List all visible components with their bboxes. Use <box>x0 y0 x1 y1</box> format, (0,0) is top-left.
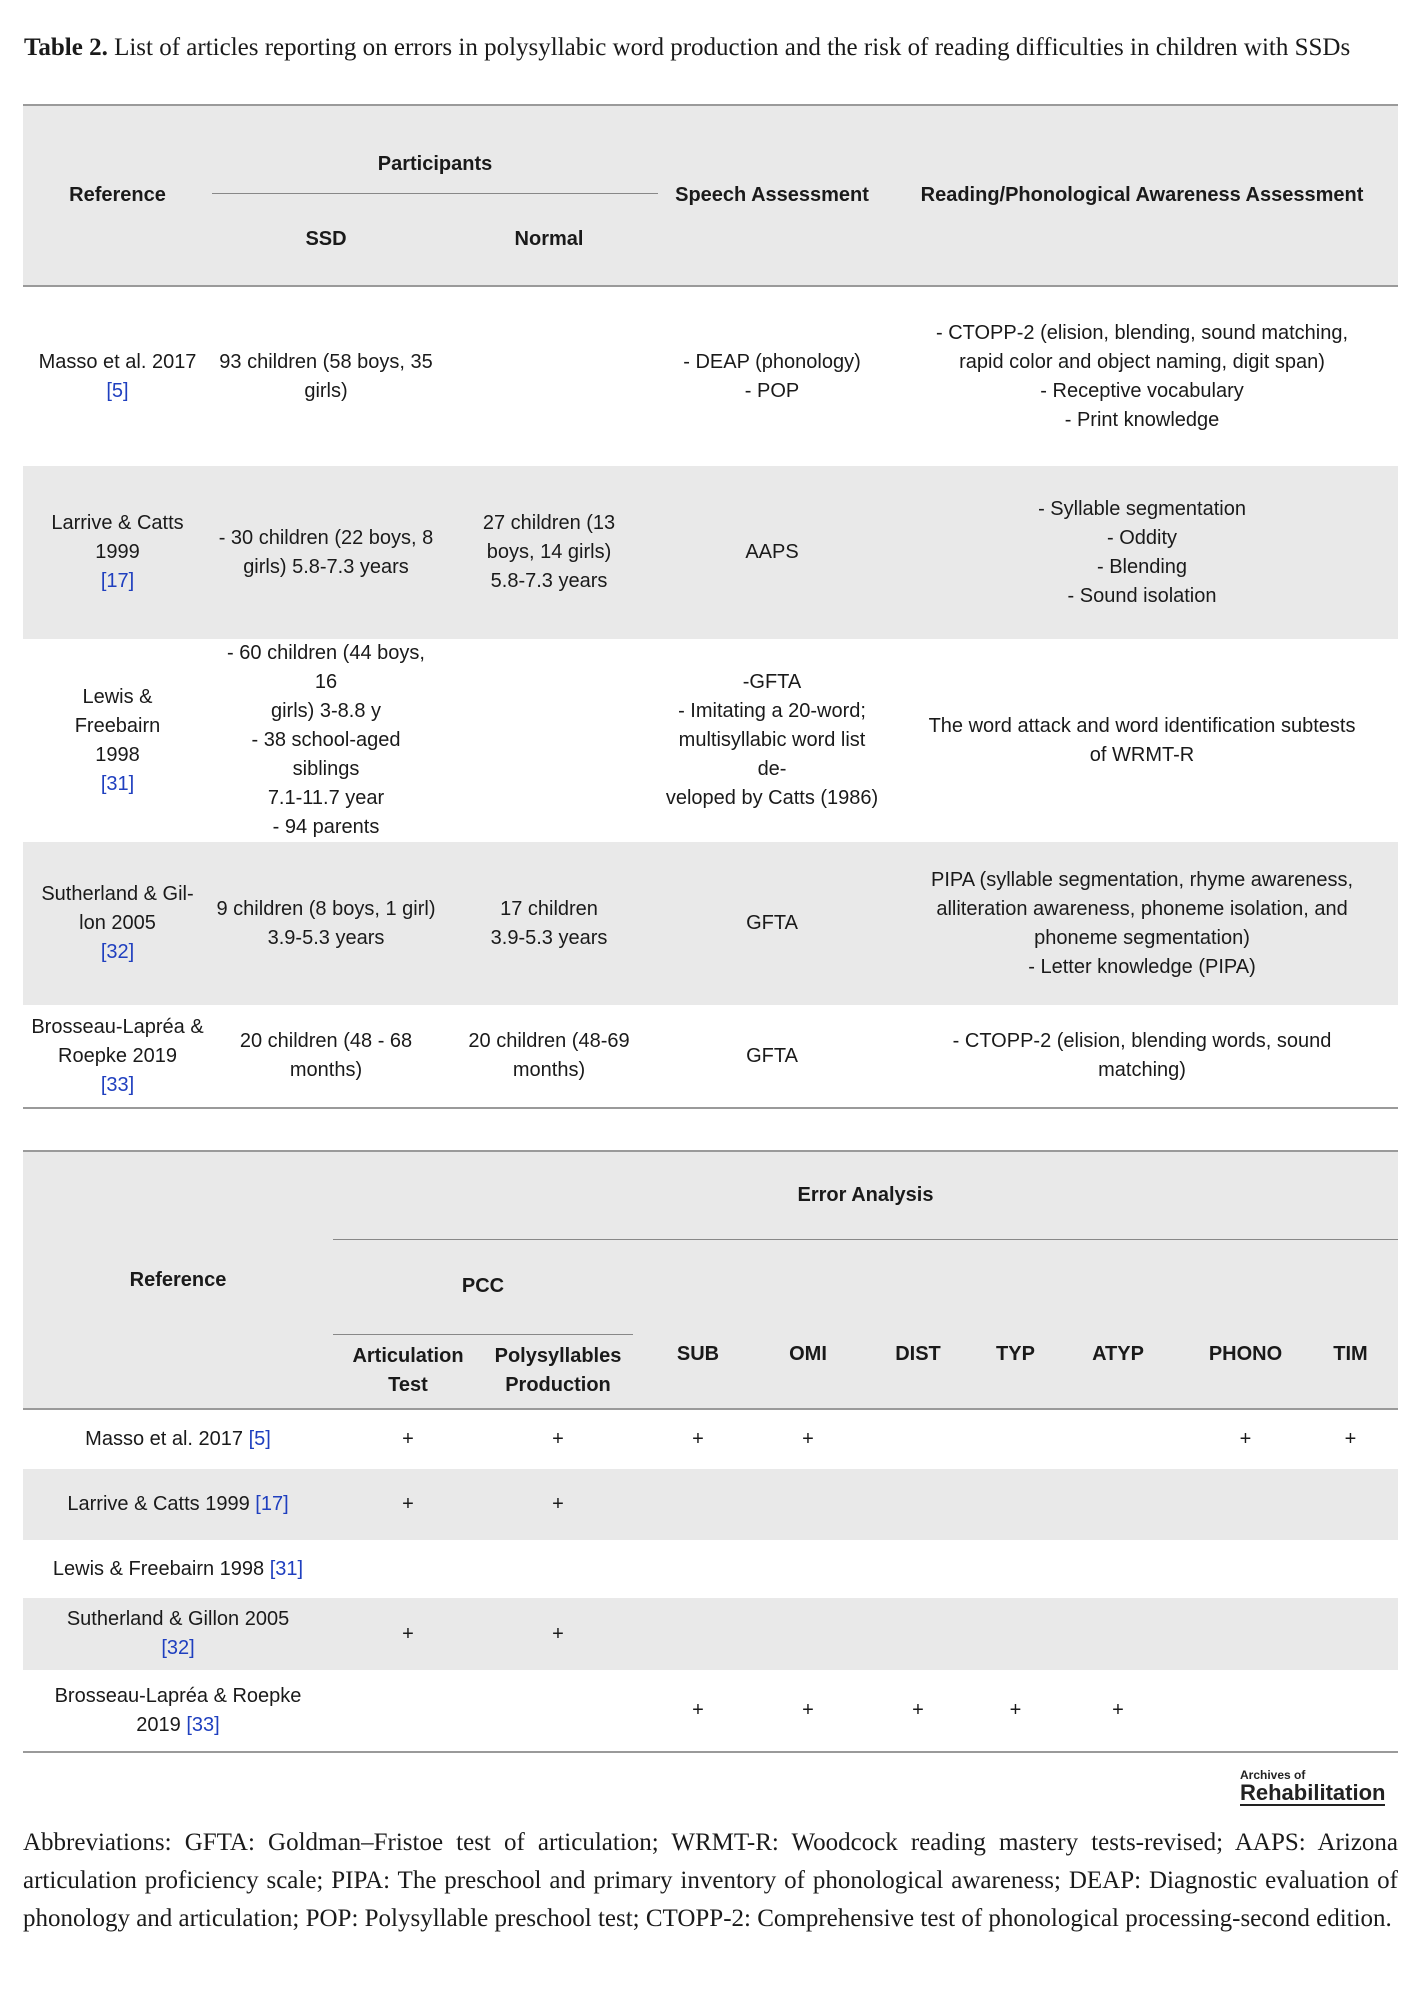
cell-mark: + <box>552 1428 564 1450</box>
cell-mark: + <box>802 1699 814 1721</box>
citation-link[interactable]: [32] <box>161 1637 195 1659</box>
cell-mark <box>1188 1670 1303 1752</box>
cell-mark <box>763 1540 853 1598</box>
citation-link[interactable]: [31] <box>269 1557 304 1580</box>
citation-link[interactable]: [31] <box>100 772 135 795</box>
cell-reference <box>23 1670 333 1752</box>
cell-mark <box>853 1409 983 1469</box>
cell-mark <box>483 1670 633 1752</box>
cell-reading <box>886 842 1398 1005</box>
logo-big-text: Rehabilitation <box>1240 1780 1386 1805</box>
normal-line: months) <box>512 1059 586 1081</box>
header-participants: Participants <box>377 152 493 175</box>
cell-mark <box>1188 1598 1303 1670</box>
cell-mark: + <box>402 1428 414 1450</box>
t2-header-omi: OMI <box>789 1342 827 1365</box>
cell-mark <box>853 1598 983 1670</box>
caption-text: List of articles reporting on errors in polysyllabic word production and the risk of reading difficulties in children with SSDs <box>107 34 1351 61</box>
ssd-line: 20 children (48 - 68 <box>239 1030 413 1052</box>
cell-mark: + <box>1112 1699 1124 1721</box>
cell-speech <box>658 1005 886 1108</box>
cell-reference <box>23 466 212 639</box>
cell-mark <box>853 1469 983 1540</box>
reference-text: Freebairn <box>74 714 161 737</box>
reference-text: 1998 <box>95 743 140 766</box>
reference-text: Larrive & Catts 1999 <box>67 1493 250 1515</box>
cell-reading <box>886 286 1398 466</box>
ssd-line: 9 children (8 boys, 1 girl) <box>216 897 436 920</box>
reference-text: Roepke 2019 <box>58 1044 177 1067</box>
cell-mark <box>483 1540 633 1598</box>
citation-link[interactable]: [33] <box>100 1073 135 1096</box>
journal-logo <box>1240 1768 1385 1806</box>
cell-mark <box>983 1598 1048 1670</box>
t2-header-pcc: PCC <box>333 1239 633 1334</box>
ssd-line: girls) <box>304 379 348 402</box>
ssd-line: - 38 school-aged siblings <box>251 729 401 780</box>
reading-line: PIPA (syllable segmentation, rhyme awareness, <box>930 868 1354 891</box>
t2-header-typ: TYP <box>996 1342 1035 1365</box>
reading-line: - Sound isolation <box>1067 584 1217 607</box>
ssd-line: - 60 children (44 boys, 16 <box>227 642 425 693</box>
ssd-line: - 94 parents <box>272 816 380 838</box>
speech-line: veloped by Catts (1986) <box>665 787 879 809</box>
cell-reference <box>23 842 212 1005</box>
table-row <box>23 1670 1398 1752</box>
reading-line: alliteration awareness, phoneme isolation, and <box>936 897 1348 920</box>
reference-text: 2019 <box>136 1713 181 1736</box>
ssd-line: months) <box>289 1059 363 1081</box>
citation-link[interactable]: [32] <box>100 941 135 963</box>
reference-text: lon 2005 <box>79 912 156 934</box>
cell-normal <box>440 1005 658 1108</box>
cell-reading <box>886 1005 1398 1108</box>
cell-reference <box>23 1005 212 1108</box>
ssd-line: girls) 5.8-7.3 years <box>243 555 409 578</box>
reference-text: Masso et al. 2017 <box>85 1428 244 1450</box>
cell-reading <box>886 466 1398 639</box>
table-row <box>23 1005 1398 1108</box>
reading-line: rapid color and object naming, digit span) <box>959 350 1325 373</box>
cell-mark <box>1188 1540 1303 1598</box>
cell-ssd <box>212 842 440 1005</box>
cell-mark <box>1048 1540 1188 1598</box>
citation-link[interactable]: [33] <box>186 1713 220 1736</box>
normal-line: boys, 14 girls) <box>486 541 612 563</box>
cell-mark <box>853 1540 983 1598</box>
cell-reference <box>23 1540 333 1598</box>
cell-ssd <box>212 1005 440 1108</box>
cell-speech <box>658 286 886 466</box>
speech-line: GFTA <box>746 912 798 934</box>
t2-header-sub: SUB <box>676 1342 720 1365</box>
cell-mark: + <box>692 1699 704 1721</box>
t2-header-phono: PHONO <box>1208 1342 1283 1365</box>
speech-line: - POP <box>744 379 800 402</box>
reading-line: phoneme segmentation) <box>1034 926 1250 949</box>
cell-speech <box>658 842 886 1005</box>
reading-line: - Oddity <box>1107 526 1178 549</box>
ssd-line: 7.1-11.7 year <box>267 787 385 809</box>
cell-reading <box>886 639 1398 842</box>
cell-mark <box>983 1469 1048 1540</box>
cell-ssd <box>212 286 440 466</box>
cell-reference <box>23 639 212 842</box>
normal-line: 20 children (48-69 <box>468 1030 630 1052</box>
cell-mark <box>1048 1469 1188 1540</box>
normal-line: 27 children (13 <box>482 512 616 534</box>
ssd-line: 93 children (58 boys, 35 <box>219 350 433 373</box>
cell-normal <box>440 466 658 639</box>
cell-mark <box>983 1409 1048 1469</box>
table-row <box>23 1409 1398 1469</box>
cell-mark: + <box>402 1493 414 1515</box>
cell-mark <box>1048 1598 1188 1670</box>
t2-header-articulation: Articulation Test <box>352 1345 464 1397</box>
cell-mark <box>633 1598 763 1670</box>
normal-line: 3.9-5.3 years <box>490 926 608 949</box>
cell-mark <box>763 1469 853 1540</box>
cell-mark: + <box>1009 1699 1022 1721</box>
reading-line: matching) <box>1098 1059 1186 1081</box>
cell-mark: + <box>1344 1428 1357 1450</box>
caption-label: Table 2. <box>24 34 108 61</box>
reference-text: Brosseau-Lapréa & Roepke <box>54 1684 302 1707</box>
reference-text: Lewis & Freebairn 1998 <box>52 1557 265 1580</box>
reading-line: - CTOPP-2 (elision, blending words, sound <box>952 1030 1332 1052</box>
reading-line: - Receptive vocabulary <box>1040 379 1244 402</box>
speech-line: GFTA <box>746 1044 798 1067</box>
reference-text: Lewis & <box>82 685 153 708</box>
cell-mark: + <box>912 1699 924 1721</box>
header-speech: Speech Assessment <box>675 184 869 206</box>
citation-link[interactable]: [5] <box>106 379 129 402</box>
cell-mark <box>333 1540 483 1598</box>
header-normal: Normal <box>440 193 658 286</box>
cell-mark <box>333 1670 483 1752</box>
citation-link[interactable]: [17] <box>255 1493 289 1515</box>
table-caption <box>24 34 1404 62</box>
cell-mark <box>633 1469 763 1540</box>
t2-header-error-analysis: Error Analysis <box>333 1151 1398 1239</box>
cell-mark: + <box>552 1493 564 1515</box>
speech-line: -GFTA <box>742 671 802 693</box>
reference-text: Masso et al. 2017 <box>38 350 197 373</box>
t2-header-atyp: ATYP <box>1092 1342 1144 1365</box>
table-row <box>23 466 1398 639</box>
cell-reference <box>23 1469 333 1540</box>
t2-header-tim: TIM <box>1333 1342 1368 1365</box>
header-reference: Reference <box>69 184 166 206</box>
cell-mark <box>1188 1469 1303 1540</box>
cell-mark <box>1303 1469 1398 1540</box>
speech-line: - DEAP (phonology) <box>683 350 861 373</box>
cell-mark: + <box>1239 1428 1252 1450</box>
cell-normal <box>440 842 658 1005</box>
reference-text: Sutherland & Gil- <box>41 883 194 905</box>
cell-speech <box>658 466 886 639</box>
ssd-line: 3.9-5.3 years <box>267 926 385 949</box>
citation-link[interactable]: [17] <box>100 570 135 592</box>
normal-line: 5.8-7.3 years <box>490 570 608 592</box>
reference-text: Brosseau-Lapréa & <box>31 1015 204 1038</box>
cell-mark: + <box>402 1622 414 1645</box>
speech-line: AAPS <box>745 541 799 563</box>
abbreviations-note: Abbreviations: GFTA: Goldman–Fristoe test of articulation; WRMT-R: Woodcock reading mastery tests-revised; AAPS: Arizona articulation proficiency scale; PIPA: The preschool and primary inventory of phonological awareness; DEAP: Diagnostic evaluation of phonology and articulation; POP: Polysyllable preschool test; CTOPP-2: Comprehensive test of phonological processing-second edition. <box>23 1829 1398 1932</box>
t2-header-dist: DIST <box>895 1342 941 1365</box>
table-row <box>23 286 1398 466</box>
t2-header-reference: Reference <box>129 1268 227 1291</box>
reading-line: The word attack and word identification subtests <box>928 714 1356 737</box>
cell-mark <box>1303 1540 1398 1598</box>
speech-line: multisyllabic word list de- <box>678 729 866 780</box>
cell-mark <box>763 1598 853 1670</box>
reading-line: - CTOPP-2 (elision, blending, sound matching, <box>935 321 1349 344</box>
cell-ssd <box>212 466 440 639</box>
cell-mark <box>1303 1598 1398 1670</box>
reference-text: Larrive & Catts <box>51 512 184 534</box>
cell-speech <box>658 639 886 842</box>
t2-header-polysyllables: Polysyllables Production <box>494 1345 622 1397</box>
cell-normal <box>440 286 658 466</box>
reading-line: - Letter knowledge (PIPA) <box>1028 955 1256 978</box>
ssd-line: girls) 3-8.8 y <box>270 700 382 722</box>
error-analysis-table <box>23 1150 1398 1753</box>
cell-mark <box>633 1540 763 1598</box>
table-row <box>23 639 1398 842</box>
header-reading: Reading/Phonological Awareness Assessment <box>920 184 1364 206</box>
reading-line: - Blending <box>1096 555 1188 578</box>
reference-text: Sutherland & Gillon 2005 <box>66 1608 290 1630</box>
table-row <box>23 842 1398 1005</box>
articles-table <box>23 104 1398 1109</box>
reading-line: - Print knowledge <box>1064 408 1220 431</box>
reading-line: of WRMT-R <box>1089 743 1195 766</box>
cell-mark <box>1048 1409 1188 1469</box>
logo-small-text: Archives of <box>1240 1768 1306 1782</box>
cell-reference <box>23 1409 333 1469</box>
cell-mark <box>983 1540 1048 1598</box>
cell-mark <box>1303 1670 1398 1752</box>
cell-ssd <box>212 639 440 842</box>
table-row <box>23 1598 1398 1670</box>
cell-mark: + <box>552 1622 564 1645</box>
table-row <box>23 1469 1398 1540</box>
cell-normal <box>440 639 658 842</box>
header-ssd: SSD <box>212 193 440 286</box>
cell-mark: + <box>802 1428 814 1450</box>
ssd-line: - 30 children (22 boys, 8 <box>218 526 434 549</box>
reading-line: - Syllable segmentation <box>1038 497 1246 520</box>
reference-text: 1999 <box>95 541 140 563</box>
cell-reference <box>23 286 212 466</box>
cell-mark: + <box>692 1428 704 1450</box>
normal-line: 17 children <box>500 897 598 920</box>
speech-line: - Imitating a 20-word; <box>678 700 866 722</box>
cell-reference <box>23 1598 333 1670</box>
citation-link[interactable]: [5] <box>248 1428 271 1450</box>
table-row <box>23 1540 1398 1598</box>
